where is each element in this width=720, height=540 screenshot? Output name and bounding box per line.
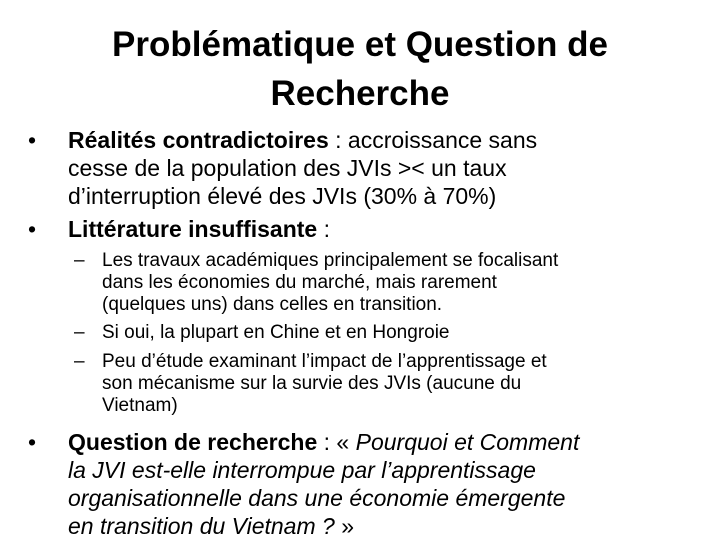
sub-marker: – [74, 351, 85, 372]
title-line-1: Problématique et Question de [112, 25, 608, 64]
bullet-line [68, 215, 330, 243]
bullet-text [68, 428, 579, 540]
bullet-line: d’interruption élevé des JVIs (30% à 70%) [68, 183, 497, 209]
bullet-heading: Réalités contradictoires [68, 127, 329, 153]
bullet-line [68, 456, 579, 484]
bullet-text-part: » [334, 513, 354, 539]
slide-title [0, 20, 720, 118]
sub-line: Vietnam) [102, 395, 178, 416]
sub-line: Si oui, la plupart en Chine et en Hongroie [102, 322, 450, 343]
bullet-line [68, 512, 579, 540]
bullet-line [68, 484, 579, 512]
bullet-text-part: : accroissance sans [328, 127, 538, 153]
bullet-line: cesse de la population des JVIs >< un taux [68, 155, 507, 181]
sub-line: Peu d’étude examinant l’impact de l’apprentissage et [102, 351, 547, 372]
bullet-italic-part: en transition du Vietnam ? [68, 513, 335, 539]
bullet-text-part: : « [317, 429, 356, 455]
sub-line: Les travaux académiques principalement se focalisant [102, 250, 559, 271]
sub-marker: – [74, 250, 85, 271]
bullet-line [68, 126, 537, 154]
bullet-marker: • [28, 429, 37, 455]
bullet-italic-part: Pourquoi et Comment [355, 429, 580, 455]
bullet-line [68, 428, 579, 456]
bullet-text [68, 215, 330, 243]
bullet-text [68, 126, 537, 210]
bullet-italic-part: organisationnelle dans une économie émergente [68, 485, 566, 511]
sub-bullet-text [102, 351, 547, 417]
sub-marker: – [74, 322, 85, 343]
sub-bullet-text [102, 250, 558, 316]
bullet-text-part: : [317, 216, 330, 242]
sub-line: (quelques uns) dans celles en transition. [102, 294, 443, 315]
sub-line: dans les économies du marché, mais rarement [102, 272, 497, 293]
bullet-heading: Question de recherche [68, 429, 318, 455]
sub-bullet-text [102, 322, 450, 344]
bullet-marker: • [28, 127, 37, 153]
bullet-italic-part: la JVI est-elle interrompue par l’apprentissage [68, 457, 536, 483]
sub-line: son mécanisme sur la survie des JVIs (aucune du [102, 373, 522, 394]
bullet-marker: • [28, 216, 37, 242]
bullet-heading: Littérature insuffisante [68, 216, 318, 242]
title-line-2: Recherche [270, 74, 450, 113]
